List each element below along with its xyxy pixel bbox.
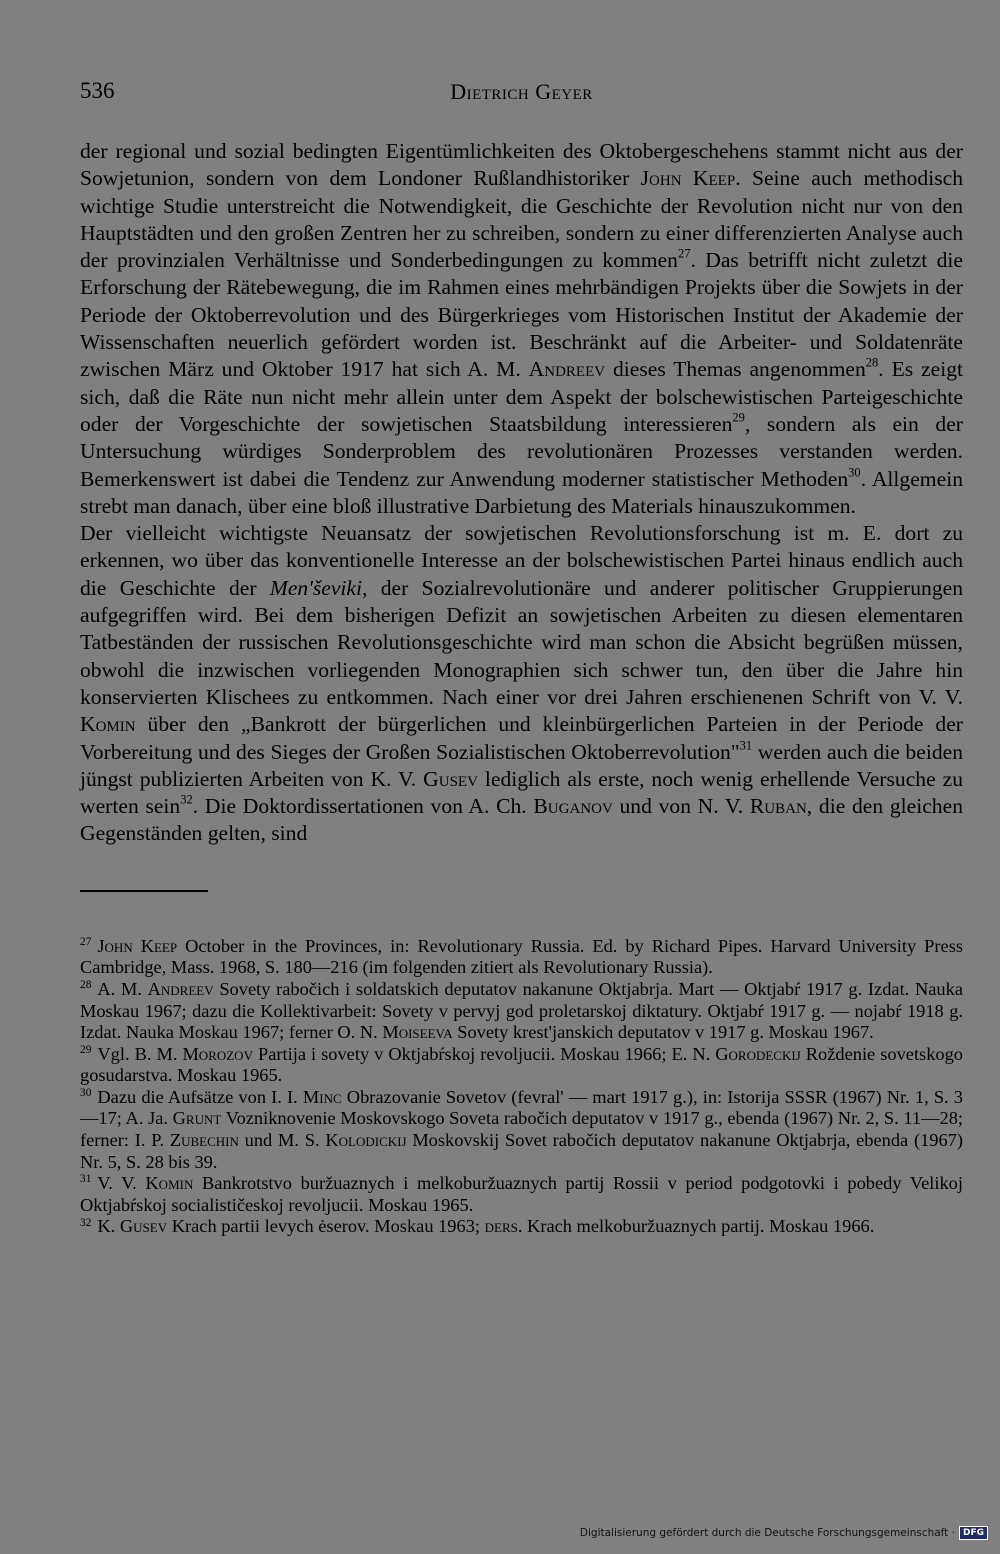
text-run: Bankrotstvo buržuaznych i melkoburžuaznych partij Rossii v period podgotovki i pobedy Velikoj Oktjabŕskoj socialističeskoj revoljucii. Moskau 1965. (80, 1173, 963, 1215)
author-name: Gorodeckij (715, 1043, 801, 1064)
footnote-ref: 31 (739, 738, 753, 753)
text-run: Krach melkoburžuaznych partij. Moskau 1966. (522, 1216, 875, 1237)
text-run: Krach partii levych ėserov. Moskau 1963; (167, 1216, 485, 1237)
footnote-number: 30 (80, 1087, 92, 1100)
text-run: A. M. (97, 978, 148, 999)
author-name: Gusev (423, 766, 478, 791)
text-run: Moskovskij Sovet rabočich deputatov nakanune Oktjabrja, ebenda (1967) Nr. 5, S. 28 bis 39. (80, 1130, 963, 1172)
text-run: und M. S. (238, 1130, 326, 1151)
author-name: Minc (302, 1086, 342, 1107)
document-page (80, 78, 963, 1238)
author-name: Komin (80, 712, 136, 737)
text-run: Obrazovanie Sovetov (fevral' — mart 1917 g.), in: Istorija SSSR (1967) Nr. 1, S. 3—17; A. Ja. (80, 1086, 963, 1129)
text-run: October in the Provinces, in: Revolutionary Russia. Ed. by Richard Pipes. Harvard University Press Cambridge, Mass. 1968, S. 180—216 (im folgenden zitiert als Revolutionary Russia). (80, 935, 964, 978)
text-run: werden auch die beiden jüngst publizierten Arbeiten von K. V. (80, 739, 963, 791)
footnote-ref: 32 (180, 792, 193, 807)
footnote (80, 1044, 963, 1087)
text-run: Sovety rabočich i soldatskich deputatov nakanune Oktjabrja. Mart — Oktjabŕ 1917 g. Izdat. Nauka Moskau 1967; dazu die Kollektivarbeit: Sovety v pervyj god proletarskoj diktatury. Oktjabŕ 1917 g. — nojabŕ 1918 g. Izdat. Nauka Moskau 1967; ferner O. N. (80, 978, 963, 1043)
footnote (80, 1087, 963, 1173)
body-text (80, 138, 963, 848)
text-run: , die den gleichen Gegenständen gelten, sind (80, 794, 963, 846)
footnote-number: 28 (80, 979, 92, 992)
text-run: lediglich als erste, noch wenig erhellende Versuche zu werten sein (80, 766, 963, 819)
author-name: Kolodickij (325, 1130, 407, 1151)
text-run: V. V. (97, 1173, 146, 1194)
emphasis: Men'ševiki, (269, 575, 368, 600)
text-run: Vozniknovenie Moskovskogo Soveta rabočich deputatov v 1917 g., ebenda (1967) Nr. 2, S. 11—28; ferner: I. P. (80, 1108, 963, 1151)
paragraph (80, 520, 963, 848)
text-run: Sovety krest'janskich deputatov v 1917 g. Moskau 1967. (452, 1022, 874, 1043)
text-run: Partija i sovety v Oktjabŕskoj revoljucii. Moskau 1966; E. N. (252, 1043, 716, 1064)
footnote-ref: 27 (677, 246, 691, 261)
footnote-number: 32 (80, 1216, 92, 1229)
text-run: . Allgemein strebt man danach, über eine bloß illustrative Darbietung des Materials hinauszukommen. (80, 466, 963, 518)
author-name: Andreev (528, 357, 606, 382)
text-run: der regional und sozial bedingten Eigentümlichkeiten des Oktobergeschehens stammt nicht aus der Sowjetunion, sondern von dem Londoner Rußlandhistoriker (80, 139, 963, 191)
text-run: über den „Bankrott der bürgerlichen und kleinbürgerlichen Parteien in der Periode der Vorbereitung und des Sieges der Großen Sozialistischen Oktoberrevolution" (80, 712, 963, 764)
footnote (80, 1173, 963, 1216)
author-name: John Keep (640, 166, 736, 191)
author-name: Zubechin (169, 1130, 239, 1151)
author-name: John Keep (97, 935, 178, 956)
page-number: 536 (80, 78, 115, 103)
author-name: Moiseeva (382, 1022, 453, 1043)
text-run: . Seine auch methodisch wichtige Studie unterstreicht die Notwendigkeit, die Geschichte der Revolution nicht nur von den Hauptstädten und den großen Zentren her zu schreiben, sondern zu einer differenzierten Analyse auch der provinzialen Verhältnisse und Sonderbedingungen zu kommen (80, 166, 964, 273)
text-run: Dazu die Aufsätze von I. I. (97, 1086, 303, 1107)
text-run: . Das betrifft nicht zuletzt die Erforschung der Rätebewegung, die im Rahmen eines mehrbändigen Projekts über die Sowjets in der Periode der Oktoberrevolution und des Bürgerkrieges vom Historischen Institut der Akademie der Wissenschaften neuerlich gefördert worden ist. Beschränkt auf die Arbeiter- und Soldatenräte zwischen März und Oktober 1917 hat sich A. M. (80, 248, 964, 382)
paragraph (80, 138, 963, 520)
footnote-number: 29 (80, 1043, 92, 1056)
footnote-ref: 28 (865, 355, 879, 370)
page-header (80, 78, 963, 114)
running-head: Dietrich Geyer (450, 79, 593, 104)
footnote-number: 27 (80, 935, 92, 948)
credit-text: Digitalisierung gefördert durch die Deutsche Forschungsgemeinschaft · (579, 1527, 955, 1539)
footnote (80, 979, 963, 1044)
footnote-ref: 30 (848, 465, 861, 480)
author-name: Ruban (749, 794, 807, 819)
text-run: . Die Doktordissertationen von A. Ch. (192, 794, 534, 819)
author-name: Buganov (533, 794, 613, 819)
footnote (80, 1216, 963, 1238)
author-name: ders. (484, 1216, 523, 1237)
text-run: und von N. V. (612, 794, 750, 819)
footnote-divider (80, 890, 208, 892)
text-run: . Es zeigt sich, daß die Räte nun nicht mehr allein unter dem Aspekt der bolschewistischen Parteigeschichte oder der Vorgeschichte der sowjetischen Staatsbildung interessieren (80, 357, 963, 436)
text-run: der Sozialrevolutionäre und anderer politischer Gruppierungen aufgegriffen wird. Bei dem bisherigen Defizit an sowjetischen Arbeiten zu diesen elementaren Tatbeständen der russischen Revolutionsgeschichte wird man schon die Absicht begrüßen müssen, obwohl die inzwischen vorliegenden Monographien sich schwer tun, den über die Jahre hin konservierten Klischees zu entkommen. Nach einer vor drei Jahren erschienenen Schrift von V. V. (80, 575, 964, 709)
text-run: Der vielleicht wichtigste Neuansatz der sowjetischen Revolutionsforschung ist m. E. dort zu erkennen, wo über das konventionelle Interesse an der bolschewistischen Partei hinaus endlich auch die Geschichte der (80, 521, 963, 600)
dfg-logo-icon[interactable]: DFG (959, 1526, 988, 1540)
author-name: Morozov (182, 1043, 253, 1064)
text-run: Vgl. B. M. (97, 1043, 183, 1064)
author-name: Andreev (147, 978, 214, 999)
author-name: Grunt (172, 1108, 222, 1129)
text-run: dieses Themas angenommen (605, 357, 866, 382)
digitization-credit (580, 1526, 988, 1540)
footnote-ref: 29 (732, 410, 745, 425)
footnotes (80, 936, 963, 1238)
author-name: Komin (145, 1173, 194, 1194)
text-run: K. (97, 1216, 120, 1237)
author-name: Gusev (119, 1216, 168, 1237)
text-run: , sondern als ein der Untersuchung würdiges Sonderproblem des revolutionären Prozesses verstanden werden. Bemerkenswert ist dabei die Tendenz zur Anwendung moderner statistischer Methoden (80, 411, 963, 491)
footnote-number: 31 (80, 1173, 92, 1186)
text-run: Roždenie sovetskogo gosudarstva. Moskau 1965. (80, 1043, 963, 1086)
footnote (80, 936, 963, 979)
